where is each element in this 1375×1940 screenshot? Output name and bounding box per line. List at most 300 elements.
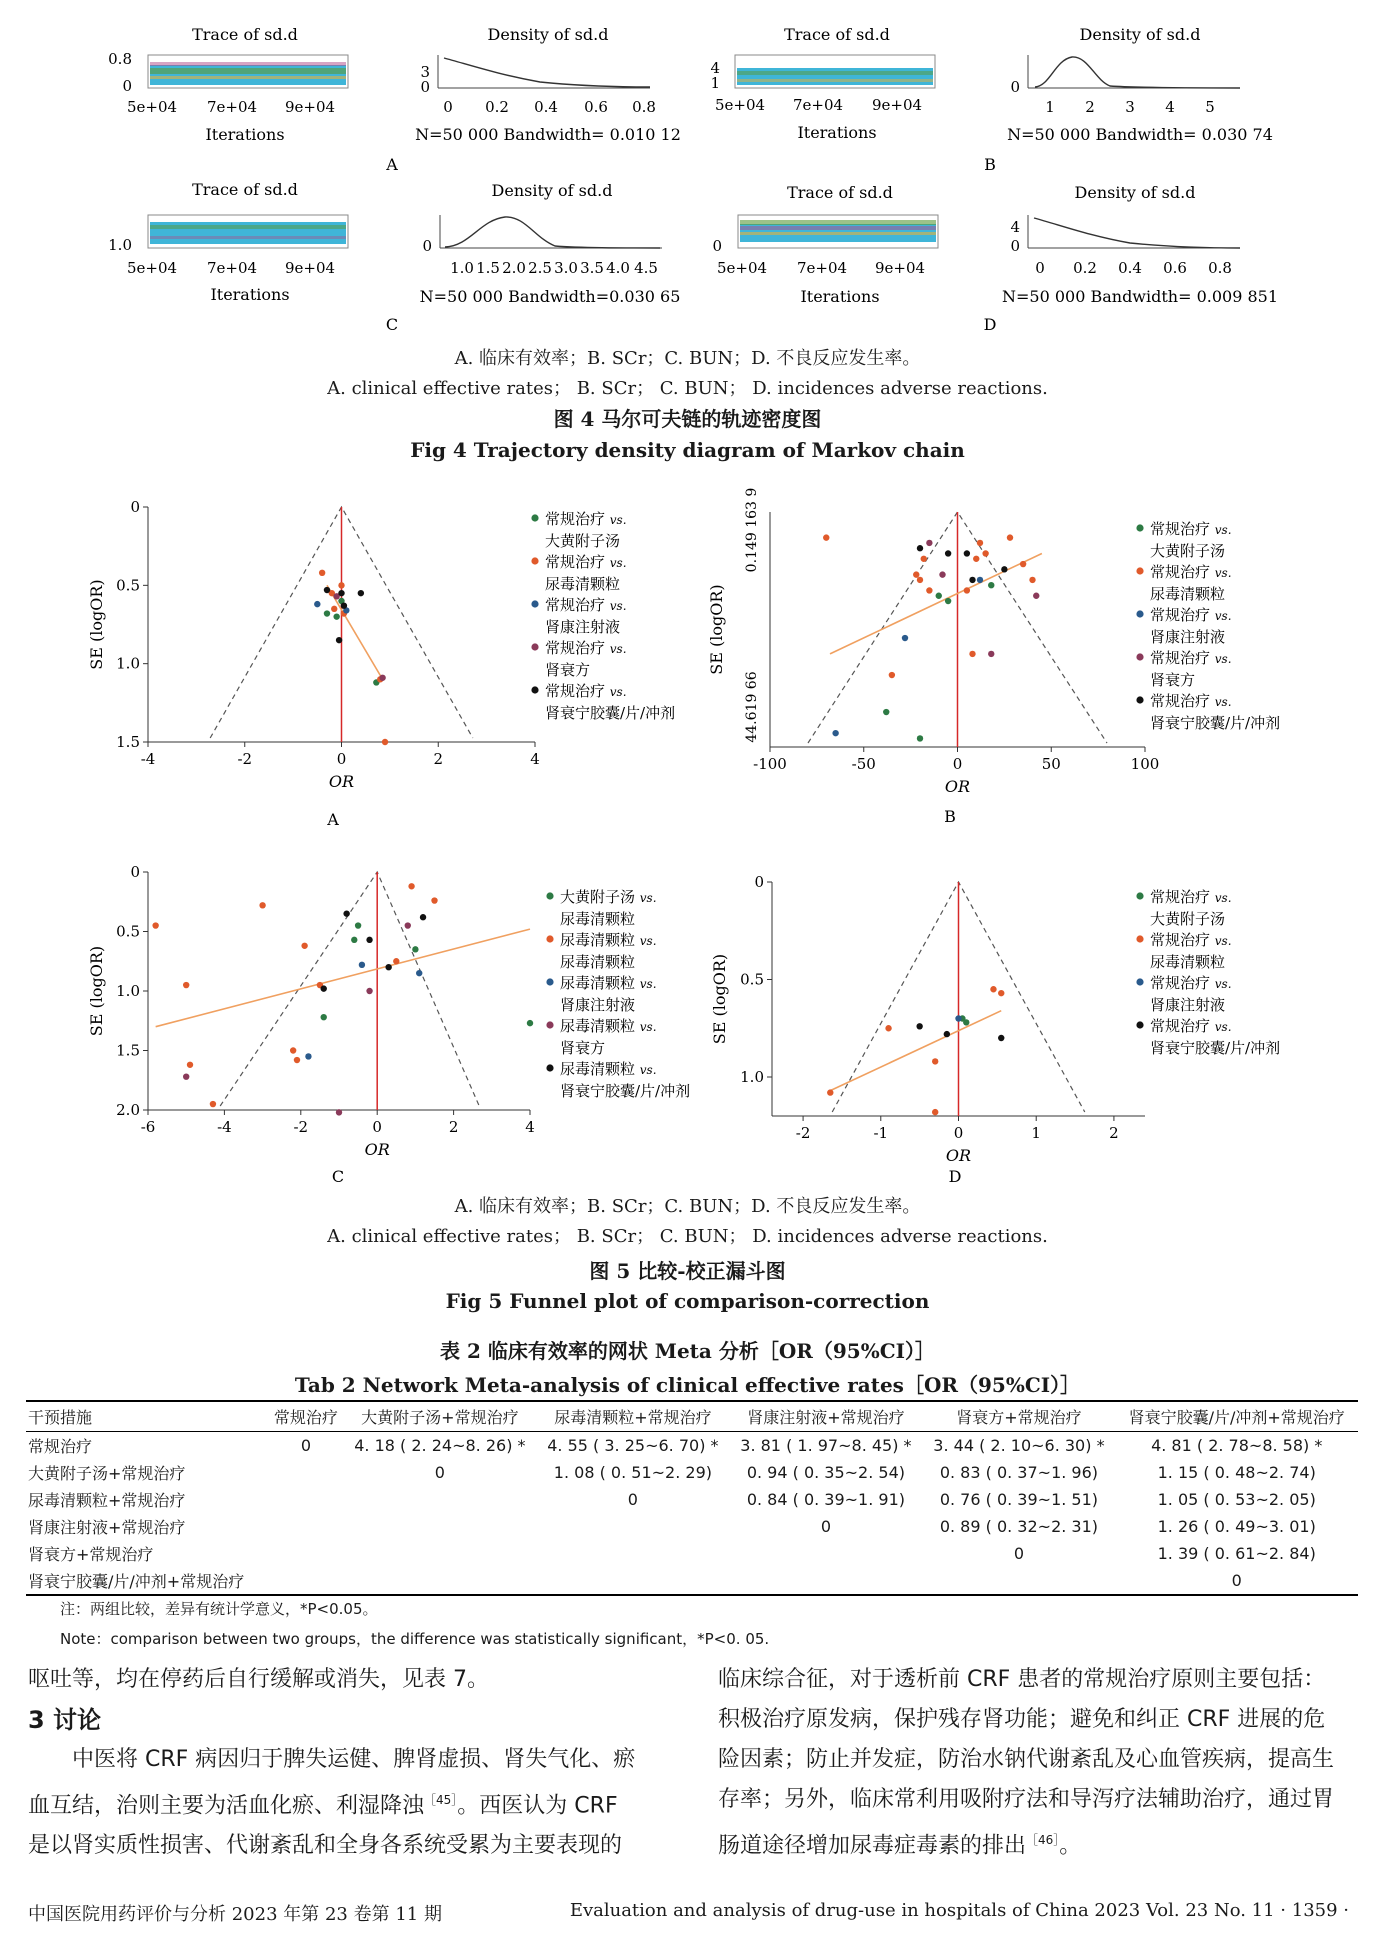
data-point xyxy=(902,635,908,641)
fig4-panel-a xyxy=(108,25,681,174)
body-line: 存率；另外，临床常利用吸附疗法和导泻疗法辅助治疗，通过胃 xyxy=(718,1787,1335,1812)
body-line: 积极治疗原发病，保护残存肾功能；避免和纠正 CRF 进展的危 xyxy=(718,1707,1326,1732)
fig4-panels xyxy=(0,0,1375,340)
x-tick-label: -6 xyxy=(140,1118,156,1136)
table-cell: 4. 81 ( 2. 78~8. 58) * xyxy=(1151,1436,1323,1455)
svg-text:9e+04: 9e+04 xyxy=(284,259,336,277)
svg-text:0: 0 xyxy=(1035,259,1045,277)
data-point xyxy=(343,910,349,916)
table-cell xyxy=(343,1513,536,1540)
data-point xyxy=(416,970,422,976)
data-point xyxy=(187,1062,193,1068)
svg-text:0.4: 0.4 xyxy=(534,98,558,116)
x-tick-label: -2 xyxy=(795,1124,811,1142)
x-tick-label: -4 xyxy=(140,750,156,768)
legend-label: 大黄附子汤 xyxy=(1150,910,1226,928)
legend-marker xyxy=(531,514,538,521)
legend-label: 大黄附子汤 xyxy=(545,532,621,550)
x-tick-label: 4 xyxy=(525,1118,535,1136)
citation: ［46］ xyxy=(1026,1833,1060,1847)
svg-text:Trace of sd.d: Trace of sd.d xyxy=(787,183,893,202)
y-axis-label: SE (logOR) xyxy=(710,953,729,1045)
legend-label: 常规治疗 vs. xyxy=(1150,888,1232,906)
x-axis-label: OR xyxy=(328,772,355,791)
legend-label: 肾康注射液 xyxy=(560,996,636,1014)
table-cell: 0 xyxy=(820,1517,831,1536)
svg-text:4.0: 4.0 xyxy=(606,259,630,277)
legend-label: 尿毒清颗粒 xyxy=(560,910,636,928)
x-tick-label: 50 xyxy=(1041,755,1061,773)
table-cell: 0 xyxy=(627,1490,638,1509)
funnel-panel-c xyxy=(87,863,690,1159)
svg-text:1: 1 xyxy=(1045,98,1055,116)
body-line: 临床综合征，对于透析前 CRF 患者的常规治疗原则主要包括： xyxy=(718,1667,1326,1692)
table-row xyxy=(26,1432,1358,1460)
regression-line xyxy=(830,1011,1001,1091)
data-point xyxy=(385,964,391,970)
x-tick-label: 2 xyxy=(433,750,444,768)
data-point xyxy=(358,590,364,596)
body-line: 呕吐等，均在停药后自行缓解或消失，见表 7。 xyxy=(28,1667,489,1692)
table-cell xyxy=(268,1513,343,1540)
data-point xyxy=(1020,561,1026,567)
svg-text:7e+04: 7e+04 xyxy=(206,98,258,116)
y-tick-label: 0.5 xyxy=(740,970,764,989)
citation: ［45］ xyxy=(424,1793,458,1807)
svg-text:0.2: 0.2 xyxy=(1073,259,1097,277)
data-point xyxy=(405,922,411,928)
svg-text:0: 0 xyxy=(443,98,453,116)
x-tick-label: 2 xyxy=(448,1118,459,1136)
svg-text:Iterations: Iterations xyxy=(210,285,290,304)
row-label: 大黄附子汤+常规治疗 xyxy=(28,1464,186,1483)
svg-text:0: 0 xyxy=(712,237,722,255)
data-point xyxy=(990,986,996,992)
table-cell xyxy=(343,1486,536,1513)
table-cell xyxy=(536,1567,729,1595)
body-line: 肠道途径增加尿毒症毒素的排出$^{[46]}$。 xyxy=(718,1833,1082,1859)
svg-text:2.0: 2.0 xyxy=(502,259,526,277)
left-column xyxy=(28,1660,668,1866)
data-point xyxy=(366,988,372,994)
table-header: 肾衰宁胶囊/片/冲剂+常规治疗 xyxy=(1115,1401,1358,1432)
svg-text:0: 0 xyxy=(420,78,430,96)
legend-marker xyxy=(546,935,553,942)
table-cell: 3. 44 ( 2. 10~6. 30) * xyxy=(933,1436,1105,1455)
x-tick-label: 0 xyxy=(372,1118,382,1136)
legend-label: 常规治疗 vs. xyxy=(1150,1017,1232,1035)
table-cell xyxy=(536,1513,729,1540)
right-column xyxy=(718,1660,1358,1866)
svg-text:Trace of sd.d: Trace of sd.d xyxy=(784,25,890,44)
legend-marker xyxy=(531,557,538,564)
data-point xyxy=(936,593,942,599)
data-point xyxy=(527,1020,533,1026)
data-point xyxy=(290,1047,296,1053)
fig4-title-zh: 图 4 马尔可夫链的轨迹密度图 xyxy=(553,407,822,431)
row-label: 常规治疗 xyxy=(28,1437,93,1456)
svg-text:0.8: 0.8 xyxy=(108,50,132,68)
data-point xyxy=(393,958,399,964)
y-tick-label: 0 xyxy=(754,873,764,891)
data-point xyxy=(321,985,327,991)
x-tick-label: -100 xyxy=(753,755,787,773)
table2-title-en: Tab 2 Network Meta-analysis of clinical effective rates［OR（95%CI）］ xyxy=(294,1373,1081,1397)
table2-note-zh: 注：两组比较，差异有统计学意义，*P<0.05。 xyxy=(60,1600,378,1618)
table-cell: 0 xyxy=(1115,1567,1358,1595)
svg-text:5e+04: 5e+04 xyxy=(716,259,768,277)
data-point xyxy=(988,651,994,657)
svg-text:Iterations: Iterations xyxy=(205,125,285,144)
panel-label: A xyxy=(386,155,398,174)
table-cell xyxy=(343,1540,536,1567)
table-header: 肾衰方+常规治疗 xyxy=(922,1401,1115,1432)
legend-marker xyxy=(1136,567,1143,574)
legend-label: 常规治疗 vs. xyxy=(545,596,627,614)
y-tick-label: 1.0 xyxy=(116,654,140,673)
legend-marker xyxy=(1136,524,1143,531)
data-point xyxy=(1033,593,1039,599)
y-tick-label: 1.0 xyxy=(740,1068,764,1086)
svg-text:0: 0 xyxy=(122,77,132,95)
data-point xyxy=(917,545,923,551)
y-tick-label: 1.0 xyxy=(116,982,140,1000)
svg-text:9e+04: 9e+04 xyxy=(871,96,923,114)
table-header-row xyxy=(26,1401,1358,1432)
legend-label: 尿毒清颗粒 xyxy=(560,953,636,971)
legend-marker xyxy=(1136,696,1143,703)
data-point xyxy=(916,1023,922,1029)
data-point xyxy=(259,902,265,908)
legend-label: 肾衰方 xyxy=(545,661,591,679)
x-tick-label: 0 xyxy=(336,750,347,768)
x-tick-label: 0 xyxy=(953,1124,964,1142)
legend-marker xyxy=(1136,892,1143,899)
table-cell: 4. 18 ( 2. 24~8. 26) * xyxy=(354,1436,526,1455)
table-row xyxy=(26,1567,1358,1595)
legend-label: 肾衰方 xyxy=(560,1039,606,1057)
data-point xyxy=(926,540,932,546)
trace-title: Trace of sd.d xyxy=(192,25,298,44)
data-point xyxy=(998,1035,1004,1041)
x-axis-label: OR xyxy=(364,1140,390,1159)
table2 xyxy=(26,1400,1358,1596)
panel-label: B xyxy=(944,807,956,826)
data-point xyxy=(939,571,945,577)
body-line: 血互结，治则主要为活血化瘀、利湿降浊$^{[45]}$。西医认为 CRF xyxy=(28,1793,618,1819)
table-cell: 0 xyxy=(1013,1544,1025,1563)
data-point xyxy=(183,982,189,988)
table-cell: 0. 76 ( 0. 39~1. 51) xyxy=(939,1490,1099,1509)
table2-title-zh: 表 2 临床有效率的网状 Meta 分析［OR（95%CI）］ xyxy=(440,1339,935,1363)
data-point xyxy=(366,937,372,943)
svg-text:N=50 000 Bandwidth=0.030 65: N=50 000 Bandwidth=0.030 65 xyxy=(419,287,681,306)
legend-label: 常规治疗 vs. xyxy=(1150,692,1232,710)
table-header: 尿毒清颗粒+常规治疗 xyxy=(536,1401,729,1432)
data-point xyxy=(832,730,838,736)
fig4-title-en: Fig 4 Trajectory density diagram of Markov chain xyxy=(410,438,965,462)
regression-line xyxy=(830,553,1042,653)
svg-text:7e+04: 7e+04 xyxy=(796,259,848,277)
data-point xyxy=(964,550,970,556)
row-label: 肾衰方+常规治疗 xyxy=(28,1545,154,1564)
x-tick-label: -4 xyxy=(217,1118,232,1136)
table-cell xyxy=(268,1540,343,1567)
data-point xyxy=(301,943,307,949)
legend-marker xyxy=(1136,935,1143,942)
regression-line xyxy=(327,585,383,679)
row-label: 肾衰宁胶囊/片/冲剂+常规治疗 xyxy=(26,1567,268,1595)
table-cell: 0 xyxy=(434,1463,445,1482)
svg-text:0: 0 xyxy=(422,237,432,255)
y-tick-label: 0.5 xyxy=(116,922,140,941)
legend-label: 尿毒清颗粒 vs. xyxy=(560,1017,657,1035)
svg-text:1.0: 1.0 xyxy=(450,259,474,277)
svg-text:4: 4 xyxy=(1165,98,1175,116)
legend-marker xyxy=(546,1064,553,1071)
svg-text:Density of sd.d: Density of sd.d xyxy=(1074,183,1196,202)
data-point xyxy=(913,571,919,577)
legend-label: 大黄附子汤 vs. xyxy=(560,888,657,906)
legend-label: 肾衰方 xyxy=(1150,671,1196,689)
y-tick-label: 44.619 66 xyxy=(744,671,760,743)
svg-text:Iterations: Iterations xyxy=(797,123,877,142)
data-point xyxy=(314,601,320,607)
table-cell xyxy=(729,1540,922,1567)
legend-marker xyxy=(1136,978,1143,985)
table-cell: 1. 39 ( 0. 61~2. 84) xyxy=(1157,1544,1316,1563)
data-point xyxy=(969,577,975,583)
table-cell: 0 xyxy=(300,1436,312,1455)
svg-text:4: 4 xyxy=(710,59,720,77)
table-cell xyxy=(536,1540,729,1567)
legend-label: 尿毒清颗粒 vs. xyxy=(560,1060,657,1078)
legend-marker xyxy=(546,978,553,985)
svg-text:0.2: 0.2 xyxy=(485,98,509,116)
data-point xyxy=(944,1031,950,1037)
data-point xyxy=(341,603,347,609)
svg-text:0.4: 0.4 xyxy=(1118,259,1142,277)
y-tick-label: 0 xyxy=(130,863,140,881)
data-point xyxy=(355,922,361,928)
data-point xyxy=(823,534,829,540)
data-point xyxy=(932,1109,938,1115)
svg-text:1.0: 1.0 xyxy=(108,236,132,254)
data-point xyxy=(883,709,889,715)
data-point xyxy=(977,577,983,583)
data-point xyxy=(889,672,895,678)
legend-label: 常规治疗 vs. xyxy=(545,682,627,700)
legend-label: 常规治疗 vs. xyxy=(545,639,627,657)
data-point xyxy=(319,570,325,576)
legend-label: 肾衰宁胶囊/片/冲剂 xyxy=(1150,714,1281,732)
legend-marker xyxy=(531,600,538,607)
data-point xyxy=(351,937,357,943)
svg-text:C: C xyxy=(385,315,399,334)
legend-label: 常规治疗 vs. xyxy=(1150,931,1232,949)
data-point xyxy=(982,550,988,556)
panel-label: D xyxy=(948,1167,962,1186)
table-row xyxy=(26,1486,1358,1513)
data-point xyxy=(945,550,951,556)
data-point xyxy=(321,1014,327,1020)
fig5-panels xyxy=(0,470,1375,1240)
legend-label: 常规治疗 vs. xyxy=(1150,606,1232,624)
svg-text:0.8: 0.8 xyxy=(1208,259,1232,277)
table-cell xyxy=(268,1486,343,1513)
body-line: 险因素；防止并发症，防治水钠代谢紊乱及心血管疾病，提高生 xyxy=(718,1747,1335,1772)
data-point xyxy=(183,1073,189,1079)
data-point xyxy=(331,606,337,612)
svg-text:Density of sd.d: Density of sd.d xyxy=(491,181,613,200)
data-point xyxy=(1001,566,1007,572)
legend-marker xyxy=(1136,653,1143,660)
svg-text:1: 1 xyxy=(710,74,720,92)
svg-text:4.5: 4.5 xyxy=(634,259,658,277)
svg-text:7e+04: 7e+04 xyxy=(206,259,258,277)
data-point xyxy=(152,922,158,928)
svg-text:N=50 000 Bandwidth= 0.010 12: N=50 000 Bandwidth= 0.010 12 xyxy=(415,125,681,144)
data-point xyxy=(420,914,426,920)
data-point xyxy=(338,582,344,588)
footer-left: 中国医院用药评价与分析 2023 年第 23 卷第 11 期 xyxy=(28,1904,442,1925)
legend-label: 尿毒清颗粒 vs. xyxy=(560,974,657,992)
trace-band xyxy=(150,222,346,244)
legend-label: 常规治疗 vs. xyxy=(1150,520,1232,538)
svg-text:2: 2 xyxy=(1085,98,1095,116)
funnel-panel-a xyxy=(87,498,675,791)
svg-text:N=50 000 Bandwidth= 0.009 851: N=50 000 Bandwidth= 0.009 851 xyxy=(1001,287,1279,306)
row-label: 肾康注射液+常规治疗 xyxy=(28,1518,186,1537)
data-point xyxy=(977,540,983,546)
legend-label: 常规治疗 vs. xyxy=(545,553,627,571)
svg-text:0.8: 0.8 xyxy=(632,98,656,116)
y-axis-label: SE (logOR) xyxy=(707,584,726,675)
y-tick-label: 0.149 163 9 xyxy=(744,487,760,573)
svg-text:3: 3 xyxy=(420,63,430,81)
trace-band xyxy=(740,220,936,242)
table-row xyxy=(26,1513,1358,1540)
x-tick-label: 0 xyxy=(952,755,963,773)
regression-line xyxy=(156,929,530,1027)
data-point xyxy=(917,577,923,583)
legend-label: 尿毒清颗粒 xyxy=(1150,585,1226,603)
table-cell xyxy=(729,1567,922,1595)
x-axis-label: OR xyxy=(944,777,971,796)
table-row xyxy=(26,1459,1358,1486)
funnel-panel-d xyxy=(710,873,1280,1165)
legend-label: 大黄附子汤 xyxy=(1150,542,1226,560)
svg-text:9e+04: 9e+04 xyxy=(284,98,336,116)
svg-text:3.0: 3.0 xyxy=(554,259,578,277)
data-point xyxy=(336,637,342,643)
data-point xyxy=(324,587,330,593)
data-point xyxy=(827,1089,833,1095)
density-title: Density of sd.d xyxy=(487,25,609,44)
x-tick-label: 100 xyxy=(1130,755,1160,773)
data-point xyxy=(408,883,414,889)
legend-label: 肾康注射液 xyxy=(1150,996,1226,1014)
x-tick-label: 4 xyxy=(530,750,540,768)
table-cell: 0. 94 ( 0. 35~2. 54) xyxy=(746,1463,906,1482)
svg-text:0.6: 0.6 xyxy=(1163,259,1187,277)
body-line: 中医将 CRF 病因归于脾失运健、脾肾虚损、肾失气化、瘀 xyxy=(72,1747,636,1772)
data-point xyxy=(359,962,365,968)
footer-right: Evaluation and analysis of drug-use in hospitals of China 2023 Vol. 23 No. 11 · 1359 · xyxy=(569,1900,1349,1921)
y-tick-label: 1.5 xyxy=(116,1041,140,1060)
table-cell: 0. 84 ( 0. 39~1. 91) xyxy=(746,1490,906,1509)
funnel-outline xyxy=(220,872,479,1106)
legend-label: 肾衰宁胶囊/片/冲剂 xyxy=(1150,1039,1281,1057)
legend-label: 尿毒清颗粒 vs. xyxy=(560,931,657,949)
fig5-title-zh: 图 5 比较-校正漏斗图 xyxy=(589,1259,786,1283)
table-cell xyxy=(268,1567,343,1595)
svg-text:5e+04: 5e+04 xyxy=(714,96,766,114)
table-row xyxy=(26,1540,1358,1567)
fig4-panel-d xyxy=(712,183,1278,334)
legend-marker xyxy=(531,686,538,693)
data-point xyxy=(1029,577,1035,583)
data-point xyxy=(964,587,970,593)
table-cell: 1. 05 ( 0. 53~2. 05) xyxy=(1157,1490,1316,1509)
table-header: 常规治疗 xyxy=(268,1401,343,1432)
x-tick-label: -2 xyxy=(237,750,253,768)
legend-label: 尿毒清颗粒 xyxy=(545,575,621,593)
fig5-legend-en: A. clinical effective rates； B. SCr； C. BUN； D. incidences adverse reactions. xyxy=(327,1226,1048,1247)
data-point xyxy=(324,610,330,616)
table-cell xyxy=(268,1459,343,1486)
data-point xyxy=(379,675,385,681)
fig4-legend-en: A. clinical effective rates； B. SCr； C. BUN； D. incidences adverse reactions. xyxy=(327,378,1048,399)
data-point xyxy=(945,598,951,604)
svg-text:5e+04: 5e+04 xyxy=(126,98,178,116)
svg-text:2.5: 2.5 xyxy=(528,259,552,277)
data-point xyxy=(969,651,975,657)
legend-marker xyxy=(531,643,538,650)
funnel-panel-b xyxy=(707,488,1280,796)
svg-text:9e+04: 9e+04 xyxy=(874,259,926,277)
svg-text:5: 5 xyxy=(1205,98,1215,116)
table-header: 大黄附子汤+常规治疗 xyxy=(343,1401,536,1432)
fig4-legend-zh: A. 临床有效率；B. SCr；C. BUN；D. 不良反应发生率。 xyxy=(454,348,921,369)
legend-label: 常规治疗 vs. xyxy=(1150,649,1232,667)
svg-text:3: 3 xyxy=(1125,98,1135,116)
data-point xyxy=(431,897,437,903)
legend-label: 尿毒清颗粒 xyxy=(1150,953,1226,971)
legend-label: 肾衰宁胶囊/片/冲剂 xyxy=(560,1082,691,1100)
svg-text:Trace of sd.d: Trace of sd.d xyxy=(192,180,298,199)
fig4-panel-c xyxy=(108,180,680,334)
data-point xyxy=(973,556,979,562)
svg-text:B: B xyxy=(984,155,996,174)
legend-marker xyxy=(546,892,553,899)
table-cell: 0. 83 ( 0. 37~1. 96) xyxy=(939,1463,1099,1482)
table-cell: 1. 15 ( 0. 48~2. 74) xyxy=(1157,1463,1316,1482)
table-cell: 4. 55 ( 3. 25~6. 70) * xyxy=(547,1436,719,1455)
table-cell xyxy=(343,1567,536,1595)
table-cell: 0. 89 ( 0. 32~2. 31) xyxy=(939,1517,1099,1536)
legend-label: 常规治疗 vs. xyxy=(1150,563,1232,581)
legend-label: 常规治疗 vs. xyxy=(1150,974,1232,992)
legend-marker xyxy=(546,1021,553,1028)
panel-label: C xyxy=(331,1167,345,1186)
svg-text:D: D xyxy=(983,315,997,334)
svg-text:1.5: 1.5 xyxy=(476,259,500,277)
y-tick-label: 0 xyxy=(130,498,140,516)
svg-text:7e+04: 7e+04 xyxy=(792,96,844,114)
fig4-panel-b xyxy=(710,25,1272,174)
row-label: 尿毒清颗粒+常规治疗 xyxy=(28,1491,186,1510)
